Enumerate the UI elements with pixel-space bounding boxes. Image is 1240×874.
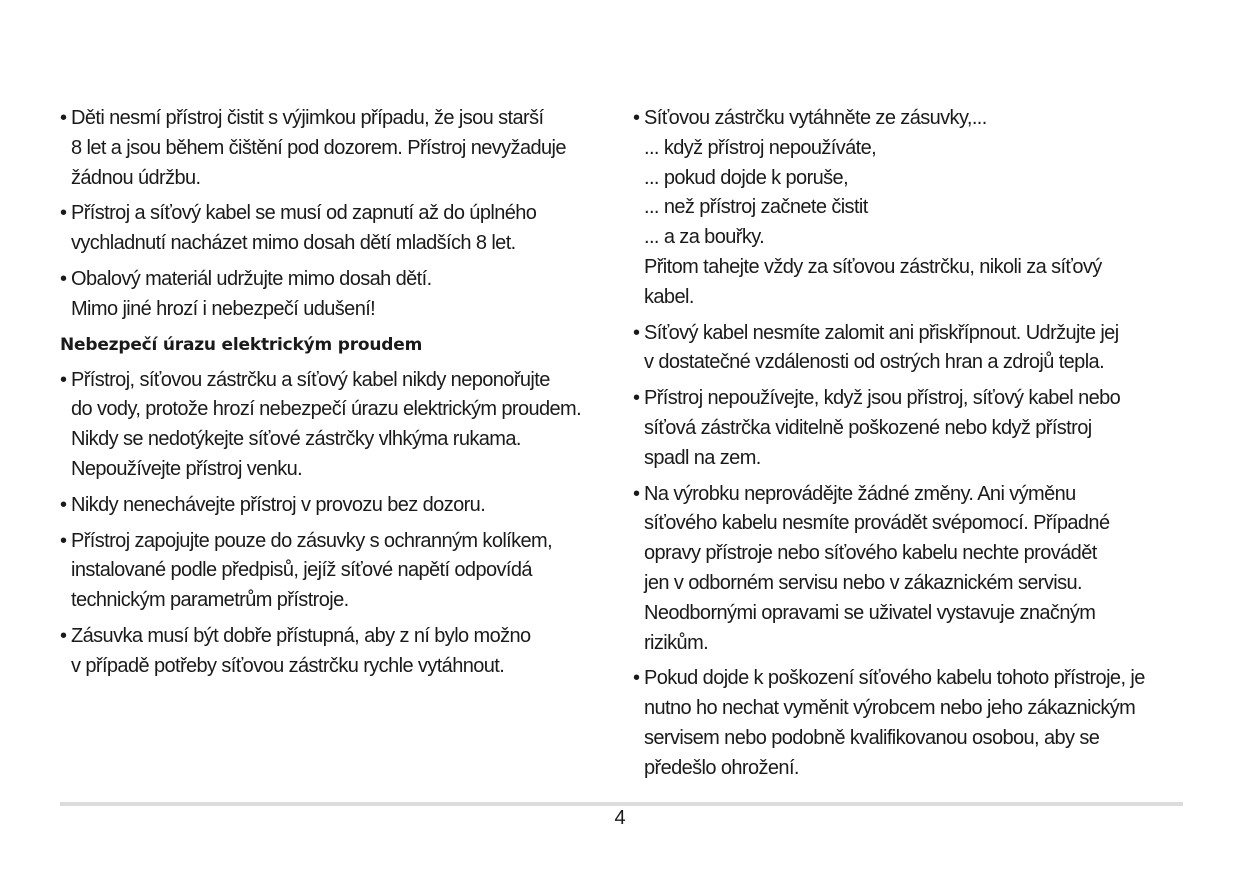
bullet-marker: •: [633, 667, 640, 690]
bullet-item: [60, 527, 620, 616]
bullet-marker: •: [60, 202, 67, 225]
bullet-text-line: žádnou údržbu.: [71, 166, 201, 189]
bullet-item: [60, 622, 620, 682]
bullet-text-line: nutno ho nechat vyměnit výrobcem nebo jeho zákaznickým: [644, 697, 1136, 720]
bullet-text-line: jen v odborném servisu nebo v zákaznickém servisu.: [644, 571, 1082, 594]
bullet-text-line: Obalový materiál udržujte mimo dosah dětí.: [71, 267, 432, 290]
bullet-text-line: Pokud dojde k poškození síťového kabelu tohoto přístroje, je: [644, 667, 1145, 690]
section-heading-electric-shock: Nebezpečí úrazu elektrickým proudem: [60, 334, 423, 355]
bullet-item: [633, 104, 1193, 313]
bullet-text-line: technickým parametrům přístroje.: [71, 589, 349, 612]
bullet-text-line: Nikdy se nedotýkejte síťové zástrčky vlhkýma rukama.: [71, 428, 521, 451]
left-column: [60, 104, 620, 688]
bullet-text-line: Přístroj, síťovou zástrčku a síťový kabel nikdy neponořujte: [71, 368, 550, 391]
bullet-text-line: ... když přístroj nepoužíváte,: [644, 136, 877, 159]
bullet-list-general: [60, 104, 620, 325]
bullet-text-line: síťová zástrčka viditelně poškozené nebo když přístroj: [644, 416, 1092, 439]
bullet-text-line: kabel.: [644, 285, 694, 308]
bullet-text-line: předešlo ohrožení.: [644, 756, 799, 779]
bullet-item: [60, 366, 620, 485]
bullet-text-line: vychladnutí nacházet mimo dosah dětí mladších 8 let.: [71, 232, 516, 255]
bullet-text-line: ... než přístroj začnete čistit: [644, 196, 868, 219]
bullet-item: [60, 199, 620, 259]
bullet-text-line: spadl na zem.: [644, 446, 761, 469]
bullet-text-line: v případě potřeby síťovou zástrčku rychle vytáhnout.: [71, 654, 505, 677]
bullet-marker: •: [60, 529, 67, 552]
bullet-text-line: Přitom tahejte vždy za síťovou zástrčku, nikoli za síťový: [644, 255, 1102, 278]
bullet-text-line: v dostatečné vzdálenosti od ostrých hran a zdrojů tepla.: [644, 351, 1105, 374]
bullet-marker: •: [60, 493, 67, 516]
bullet-text-line: ... pokud dojde k poruše,: [644, 166, 849, 189]
bullet-text-line: Neodbornými opravami se uživatel vystavuje značným: [644, 601, 1096, 624]
bullet-text-line: Přístroj a síťový kabel se musí od zapnutí až do úplného: [71, 202, 537, 225]
bullet-text-line: Na výrobku neprovádějte žádné změny. Ani výměnu: [644, 482, 1076, 505]
bullet-text-line: Zásuvka musí být dobře přístupná, aby z ní bylo možno: [71, 624, 531, 647]
bullet-item: [633, 664, 1193, 783]
bullet-text-line: opravy přístroje nebo síťového kabelu nechte provádět: [644, 542, 1097, 565]
bullet-text-line: Přístroj nepoužívejte, když jsou přístroj, síťový kabel nebo: [644, 387, 1121, 410]
bullet-item: [60, 265, 620, 325]
bullet-text-line: ... a za bouřky.: [644, 226, 765, 249]
bullet-list-electric: [60, 366, 620, 682]
bullet-marker: •: [60, 368, 67, 391]
bullet-item: [633, 480, 1193, 659]
bullet-text-line: servisem nebo podobně kvalifikovanou osobou, aby se: [644, 726, 1100, 749]
bullet-marker: •: [633, 107, 640, 129]
bullet-marker: •: [633, 321, 640, 344]
bullet-marker: •: [60, 107, 67, 129]
bullet-text-line: Přístroj zapojujte pouze do zásuvky s ochranným kolíkem,: [71, 529, 553, 552]
bullet-item: [60, 104, 620, 193]
bullet-marker: •: [60, 267, 67, 290]
bullet-text-line: Síťový kabel nesmíte zalomit ani přiskřípnout. Udržujte jej: [644, 321, 1119, 344]
bullet-item: [60, 491, 620, 521]
page-number: 4: [614, 807, 626, 829]
bullet-text-line: instalované podle předpisů, jejíž síťové napětí odpovídá: [71, 559, 532, 582]
bullet-text-line: Nepoužívejte přístroj venku.: [71, 457, 303, 480]
bullet-marker: •: [633, 387, 640, 410]
bullet-marker: •: [60, 624, 67, 647]
bullet-text-line: Nikdy nenechávejte přístroj v provozu bez dozoru.: [71, 493, 486, 516]
bullet-text-line: Mimo jiné hrozí i nebezpečí udušení!: [71, 297, 376, 320]
bullet-text-line: 8 let a jsou během čištění pod dozorem. Přístroj nevyžaduje: [71, 136, 566, 159]
bullet-text-line: rizikům.: [644, 631, 709, 654]
bullet-text-line: síťového kabelu nesmíte provádět svépomocí. Případné: [644, 512, 1110, 535]
bullet-item: [633, 319, 1193, 379]
right-column: [633, 104, 1193, 790]
bullet-text-line: do vody, protože hrozí nebezpečí úrazu elektrickým proudem.: [71, 398, 582, 421]
bullet-text-line: Síťovou zástrčku vytáhněte ze zásuvky,...: [644, 107, 987, 129]
bullet-item: [633, 384, 1193, 473]
bullet-text-line: Děti nesmí přístroj čistit s výjimkou případu, že jsou starší: [71, 107, 544, 129]
bullet-list-plug-and-cable: [633, 104, 1193, 784]
bullet-marker: •: [633, 482, 640, 505]
